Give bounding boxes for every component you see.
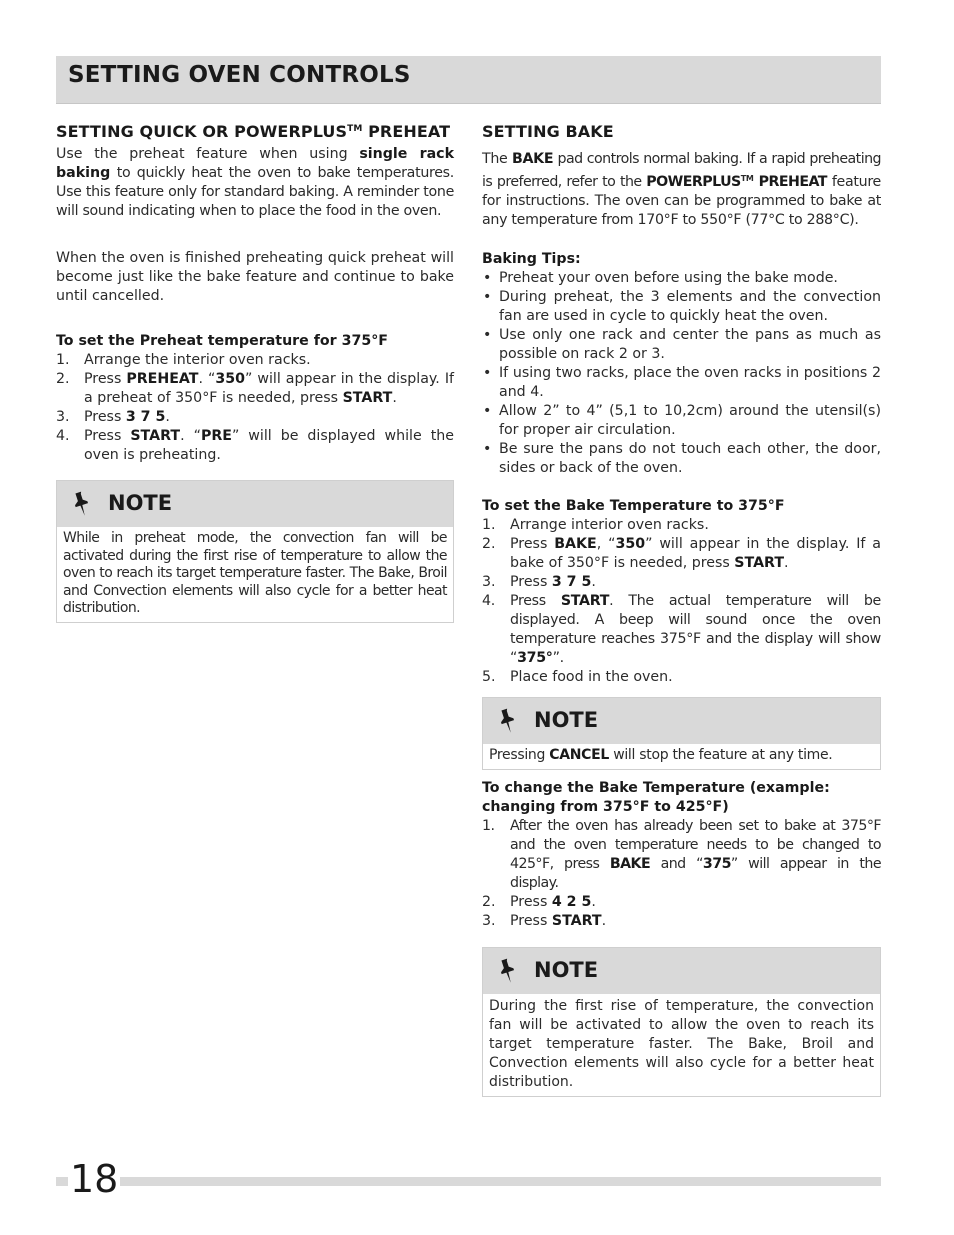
bake-key: BAKE	[511, 151, 554, 167]
page-number: 18	[70, 1157, 119, 1201]
bullet: •	[483, 327, 492, 343]
note-text: During the first rise of temperature, the convection fan will be activated to allow the oven to reach its target temperature faster. The Bake, Broil and Convection elements will also cycle for a better heat distribution.	[489, 997, 874, 1090]
change-temp-steps-list	[482, 817, 881, 931]
step-text: Place food in the oven.	[510, 669, 673, 685]
list-item	[482, 817, 881, 893]
list-item	[482, 912, 881, 931]
step-key: 375°	[517, 650, 553, 666]
list-item	[482, 893, 881, 912]
preheat-paragraph-2: When the oven is finished preheating quick preheat will become just like the bake feature and continue to bake until cancelled.	[56, 250, 454, 304]
note-title: NOTE	[534, 957, 599, 982]
bake-steps-heading: To set the Bake Temperature to 375°F	[482, 498, 785, 514]
note-title: NOTE	[108, 491, 173, 515]
step-key: START	[734, 555, 785, 571]
footer-bar	[56, 1177, 881, 1186]
step-number: 2.	[482, 536, 496, 552]
tip-text: Use only one rack and center the pans as much as possible on rack 2 or 3.	[499, 327, 881, 362]
trademark-mark: TM	[347, 124, 363, 134]
note-text-part: Pressing	[489, 747, 550, 763]
page-title: SETTING OVEN CONTROLS	[68, 62, 411, 88]
step-text: .	[601, 912, 607, 929]
step-number: 1.	[482, 517, 496, 533]
note-text	[489, 747, 874, 765]
step-text: .	[165, 409, 170, 425]
bake-intro-text: feature for instructions. The oven can be programmed to bake at any temperature from 170°F to 550°F (77°C to 288°C).	[482, 174, 881, 228]
preheat-steps-heading: To set the Preheat temperature for 375°F	[56, 333, 388, 349]
list-item	[482, 592, 881, 668]
step-number: 2.	[482, 893, 496, 910]
step-key: PREHEAT	[126, 371, 199, 387]
note-box-preheat	[56, 480, 454, 623]
step-key: 350	[215, 371, 245, 387]
baking-tips-heading: Baking Tips:	[482, 251, 581, 267]
powerplus-label: POWERPLUS	[646, 174, 741, 190]
list-item	[482, 573, 881, 592]
bake-intro	[482, 150, 881, 230]
list-item	[56, 370, 454, 408]
preheat-steps-list	[56, 351, 454, 465]
list-item	[56, 351, 454, 370]
section-header-bar	[56, 56, 881, 104]
step-number: 3.	[482, 574, 496, 590]
step-text: .	[392, 390, 397, 406]
step-text: . “	[180, 428, 201, 444]
step-text: Press	[510, 574, 552, 590]
note-box-bake	[482, 947, 881, 1097]
bake-intro-text: The	[482, 151, 512, 167]
bullet: •	[483, 289, 492, 305]
list-item	[56, 427, 454, 465]
preheat-heading-text: SETTING QUICK OR POWERPLUS	[56, 122, 348, 141]
bake-steps-list	[482, 516, 881, 687]
list-item	[482, 269, 881, 288]
trademark-mark: TM	[740, 174, 754, 183]
note-body	[483, 994, 880, 1096]
step-number: 4.	[482, 593, 495, 609]
list-item	[482, 535, 881, 573]
note-body	[483, 744, 880, 769]
preheat-intro	[56, 145, 454, 221]
step-text: Press	[510, 893, 552, 910]
step-text: Press	[510, 593, 561, 609]
tip-text: Be sure the pans do not touch each other, the door, sides or back of the oven.	[499, 441, 881, 476]
step-key: BAKE	[554, 536, 597, 552]
list-item	[482, 364, 881, 402]
step-number: 3.	[56, 409, 70, 425]
step-key: PRE	[200, 428, 232, 444]
list-item	[482, 516, 881, 535]
tip-text: If using two racks, place the oven racks in positions 2 and 4.	[499, 365, 881, 400]
step-key: BAKE	[609, 855, 651, 872]
list-item	[482, 402, 881, 440]
note-header	[57, 481, 453, 527]
step-text: . The actual temperature will be displayed. A beep will sound once the oven temperature reaches 375°F and the display will show “	[510, 593, 881, 666]
pushpin-icon	[499, 957, 521, 985]
note-text-part: will stop the feature at any time.	[609, 747, 833, 763]
step-key: 3 7 5	[551, 574, 592, 590]
tip-text: During preheat, the 3 elements and the convection fan are used in cycle to quickly heat the oven.	[499, 289, 881, 324]
step-text: ” will be displayed while the oven is preheating.	[84, 428, 454, 463]
step-text: .	[591, 893, 596, 910]
step-number: 4.	[56, 428, 70, 444]
right-column	[482, 122, 881, 1097]
step-number: 1.	[56, 352, 70, 368]
list-item	[482, 288, 881, 326]
list-item	[482, 326, 881, 364]
step-text: Press	[510, 536, 555, 552]
tip-text: Allow 2” to 4” (5,1 to 10,2cm) around the utensil(s) for proper air circulation.	[499, 403, 881, 438]
note-title: NOTE	[534, 708, 599, 732]
step-key: START	[130, 428, 181, 444]
bullet: •	[483, 441, 492, 457]
preheat-heading	[56, 122, 454, 141]
note-box-cancel	[482, 697, 881, 770]
step-number: 3.	[482, 912, 496, 929]
step-text: . “	[198, 371, 216, 387]
step-text: Press	[510, 912, 552, 929]
step-text: and “	[650, 855, 703, 872]
step-key: 375	[702, 855, 731, 872]
step-key: START	[342, 390, 393, 406]
step-number: 2.	[56, 371, 70, 387]
step-key: START	[560, 593, 610, 609]
note-body	[57, 527, 453, 622]
step-text: , “	[596, 536, 616, 552]
list-item	[482, 440, 881, 478]
step-number: 1.	[482, 817, 495, 834]
preheat-label: PREHEAT	[753, 174, 827, 190]
step-text: .	[784, 555, 789, 571]
bullet: •	[483, 270, 492, 286]
step-text: ”.	[552, 650, 564, 666]
note-header	[483, 948, 880, 994]
step-text: After the oven has already been set to bake at 375°F and the oven temperature needs to be changed to 425°F, press	[510, 817, 881, 872]
step-text: ” will appear in the display. If a preheat of 350°F is needed, press	[84, 371, 454, 406]
step-text: Arrange the interior oven racks.	[84, 352, 311, 368]
step-key: 4 2 5	[551, 893, 592, 910]
note-text: While in preheat mode, the convection fan will be activated during the first rise of temperature to allow the oven to reach its target temperature faster. The Bake, Broil and Convection elements will also cycle for a better heat distribution.	[63, 530, 447, 616]
note-header	[483, 698, 880, 744]
bullet: •	[483, 403, 492, 419]
step-key: 350	[615, 536, 646, 552]
bullet: •	[483, 365, 492, 381]
list-item	[56, 408, 454, 427]
tip-text: Preheat your oven before using the bake mode.	[499, 270, 838, 286]
list-item	[482, 668, 881, 687]
step-text: Press	[84, 409, 126, 425]
preheat-intro-text: Use the preheat feature when using	[56, 146, 360, 162]
cancel-key: CANCEL	[549, 747, 610, 763]
step-text: Press	[84, 428, 131, 444]
step-text: ” will appear in the display.	[510, 855, 881, 891]
step-text: .	[591, 574, 596, 590]
change-temp-heading: To change the Bake Temperature (example: changing from 375°F to 425°F)	[482, 779, 830, 815]
step-number: 5.	[482, 669, 496, 685]
pushpin-icon	[499, 707, 521, 735]
step-text: Press	[84, 371, 127, 387]
left-column	[56, 122, 454, 623]
preheat-intro-text-2: to quickly heat the oven to bake temperatures. Use this feature only for standard baking. A reminder tone will sound indicating when to place the food in the oven.	[56, 165, 454, 219]
step-text: ” will appear in the display. If a bake of 350°F is needed, press	[510, 536, 881, 571]
step-key: START	[551, 912, 602, 929]
baking-tips-list	[482, 269, 881, 478]
preheat-heading-text-end: PREHEAT	[362, 122, 451, 141]
step-key: 3 7 5	[125, 409, 166, 425]
pushpin-icon	[73, 490, 95, 518]
step-text: Arrange interior oven racks.	[510, 517, 709, 533]
bake-intro-text: pad controls normal baking. If a rapid preheating is preferred, refer to the	[482, 151, 881, 190]
preheat-intro-bold: single rack baking	[56, 146, 454, 181]
bake-heading: SETTING BAKE	[482, 122, 614, 141]
